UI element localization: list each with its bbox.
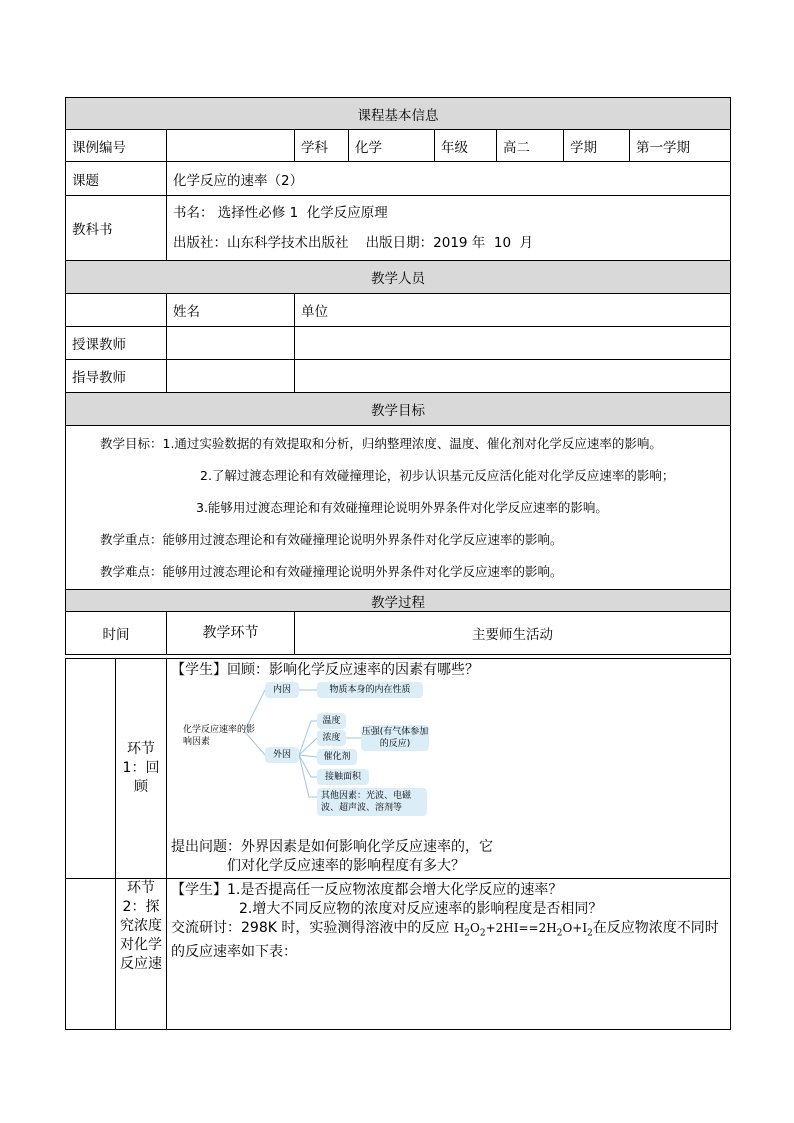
col-activity: 主要师生活动	[295, 612, 731, 655]
external-box: 外因	[265, 747, 299, 763]
topic-value: 化学反应的速率（2）	[167, 162, 731, 196]
mentor-unit	[295, 360, 731, 393]
stage2-activity	[167, 879, 731, 1030]
case-no-label: 课例编号	[66, 130, 167, 162]
stage1-time	[66, 659, 116, 879]
internal-item-box: 物质本身的内在性质	[317, 682, 423, 698]
stage1-question: 【学生】回顾：影响化学反应速率的因素有哪些？	[171, 662, 479, 678]
stage2-q2: 2.增大不同反应物的浓度对反应速率的影响程度是否相同？	[239, 901, 603, 917]
exchange-text-1: 交流研讨：298K 时，实验测得溶液中的反应	[171, 920, 450, 936]
stage2-q1: 【学生】1.是否提高任一反应物浓度都会增大化学反应的速率？	[171, 882, 563, 898]
teacher-unit	[295, 327, 731, 360]
process-header: 教学过程	[66, 590, 731, 612]
temperature-box: 温度	[317, 713, 346, 729]
internal-box: 内因	[265, 682, 299, 698]
raise-question-2: 们对化学反应速率的影响程度有多大？	[227, 858, 465, 874]
stage2-name: 环节2：探究浓度对化学反应速	[116, 879, 167, 1030]
stage1-name: 环节1：回顾	[116, 659, 167, 879]
raise-question-1: 提出问题：外界因素是如何影响化学反应速率的，它	[171, 839, 493, 855]
staff-unit-col: 单位	[295, 294, 731, 327]
course-table	[65, 97, 731, 655]
stage1-activity	[167, 659, 731, 879]
staff-header: 教学人员	[66, 261, 731, 294]
textbook-title: 书名： 选择性必修 1 化学反应原理	[173, 205, 388, 221]
case-no-value	[167, 130, 295, 162]
objectives-body	[66, 426, 731, 590]
col-time: 时间	[66, 612, 167, 655]
grade-value: 高二	[497, 130, 564, 162]
term-label: 学期	[564, 130, 630, 162]
process-table	[65, 658, 731, 1030]
course-info-header: 课程基本信息	[66, 98, 731, 130]
textbook-info	[167, 196, 731, 261]
other-factors-box: 其他因素：光波、电磁波、超声波、溶剂等	[317, 788, 427, 816]
stage2-time	[66, 879, 116, 1030]
objective-1: 教学目标：1.通过实验数据的有效提取和分析，归纳整理浓度、温度、催化剂对化学反应速率的影响。	[100, 435, 662, 451]
staff-name-col: 姓名	[167, 294, 295, 327]
difficulty-point: 教学难点：能够用过渡态理论和有效碰撞理论说明外界条件对化学反应速率的影响。	[100, 563, 563, 579]
surface-area-box: 接触面积	[317, 769, 369, 785]
term-value: 第一学期	[630, 130, 731, 162]
exchange-text-2: 在反应物浓度不同时的反应速率如下表：	[171, 920, 719, 961]
teacher-label: 授课教师	[66, 327, 167, 360]
reaction-equation: $H_2O_2+2HI==2H_2O+I_2$	[453, 921, 593, 939]
textbook-label: 教科书	[66, 196, 167, 261]
grade-label: 年级	[435, 130, 497, 162]
subject-label: 学科	[295, 130, 349, 162]
key-point: 教学重点：能够用过渡态理论和有效碰撞理论说明外界条件对化学反应速率的影响。	[100, 531, 563, 547]
pressure-box: 压强(有气体参加的反应)	[361, 727, 429, 749]
objective-3: 3.能够用过渡态理论和有效碰撞理论说明外界条件对化学反应速率的影响。	[196, 499, 608, 515]
col-stage: 教学环节	[167, 612, 295, 655]
topic-label: 课题	[66, 162, 167, 196]
concentration-box: 浓度	[317, 730, 346, 746]
factors-diagram	[171, 680, 726, 838]
objectives-header: 教学目标	[66, 393, 731, 426]
catalyst-box: 催化剂	[317, 749, 357, 765]
mentor-label: 指导教师	[66, 360, 167, 393]
stage2-exchange	[171, 919, 726, 962]
mentor-name	[167, 360, 295, 393]
teacher-name	[167, 327, 295, 360]
diagram-root: 化学反应速率的影响因素	[183, 725, 256, 747]
subject-value: 化学	[349, 130, 435, 162]
objective-2: 2.了解过渡态理论和有效碰撞理论，初步认识基元反应活化能对化学反应速率的影响；	[200, 467, 675, 483]
textbook-publisher: 出版社：山东科学技术出版社 出版日期：2019 年 10 月	[173, 235, 534, 251]
